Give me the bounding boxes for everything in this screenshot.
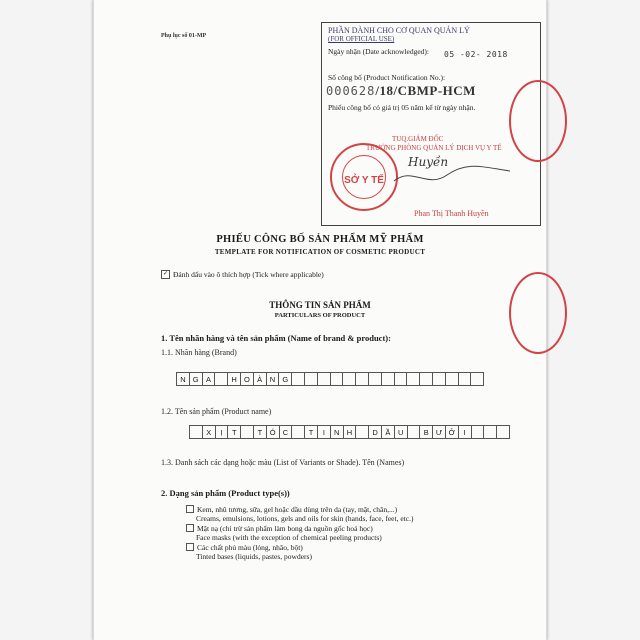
product-name-label: 1.2. Tên sản phẩm (Product name) [161, 407, 272, 416]
checkbox-icon[interactable] [186, 543, 194, 551]
brand-cell: G [278, 372, 292, 386]
product-cell: T [253, 425, 267, 439]
product-cell: D [368, 425, 382, 439]
product-cell [291, 425, 305, 439]
official-subtitle: (FOR OFFICIAL USE) [328, 35, 395, 43]
brand-cell: N [176, 372, 190, 386]
product-cell: I [458, 425, 472, 439]
edge-seal-top-icon [509, 80, 567, 162]
brand-cell [458, 372, 472, 386]
brand-cell [330, 372, 344, 386]
signature: Huyền [408, 155, 449, 169]
brand-cell [470, 372, 484, 386]
checked-box-icon: ✓ [162, 270, 169, 277]
product-cell: B [419, 425, 433, 439]
brand-cell [381, 372, 395, 386]
brand-cell: A [202, 372, 216, 386]
signer-title-2: TRƯỞNG PHÒNG QUẢN LÝ DỊCH VỤ Y TẾ [366, 144, 502, 152]
brand-label: 1.1. Nhãn hàng (Brand) [161, 348, 237, 357]
product-cell: Ở [445, 425, 459, 439]
product-cell [240, 425, 254, 439]
notification-number [326, 83, 476, 99]
section-2-heading: 2. Dạng sản phẩm (Product type(s)) [161, 488, 290, 498]
document-title: PHIẾU CÔNG BỐ SẢN PHẨM MỸ PHẨM [216, 234, 424, 245]
product-cell: I [317, 425, 331, 439]
product-cell [471, 425, 485, 439]
notification-number-label: Số công bố (Product Notification No.): [328, 73, 446, 82]
product-cell: T [227, 425, 241, 439]
product-type-option [186, 524, 382, 542]
official-title: PHẦN DÀNH CHO CƠ QUAN QUẢN LÝ [328, 26, 470, 35]
brand-cell: H [227, 372, 241, 386]
product-cell: X [202, 425, 216, 439]
signer-name: Phan Thị Thanh Huyền [414, 209, 489, 218]
particulars-title-en: PARTICULARS OF PRODUCT [274, 312, 366, 319]
section-1-heading: 1. Tên nhãn hàng và tên sản phẩm (Name of brand & product): [161, 333, 391, 343]
brand-cell [445, 372, 459, 386]
product-type-label-en: Creams, emulsions, lotions, gels and oils for skin (hands, face, feet, etc.) [196, 514, 414, 524]
checkbox-icon[interactable] [186, 505, 194, 513]
signature-stroke-icon [392, 161, 512, 191]
product-type-option [186, 505, 413, 523]
brand-cell [291, 372, 305, 386]
tick-note-text: Đánh dấu vào ô thích hợp (Tick where applicable) [173, 270, 324, 279]
official-use-box [321, 22, 541, 226]
product-cell [355, 425, 369, 439]
document-page [93, 0, 547, 640]
notification-number-suffix: /18/CBMP-HCM [375, 83, 476, 98]
document-title-en: TEMPLATE FOR NOTIFICATION OF COSMETIC PRODUCT [214, 248, 426, 256]
product-type-label-vi: Kem, nhũ tương, sữa, gel hoặc dầu dùng trên da (tay, mặt, chân,...) [197, 505, 398, 514]
product-cell: Ó [266, 425, 280, 439]
product-cell: T [304, 425, 318, 439]
brand-cell [355, 372, 369, 386]
brand-cell: N [266, 372, 280, 386]
product-cell: C [279, 425, 293, 439]
product-cell [189, 425, 203, 439]
brand-cell [394, 372, 408, 386]
checkbox-icon[interactable] [186, 524, 194, 532]
tick-note [161, 270, 324, 280]
product-cell: N [330, 425, 344, 439]
product-name-grid [190, 425, 510, 439]
product-cell: H [343, 425, 357, 439]
variants-label: 1.3. Danh sách các dạng hoặc màu (List of Variants or Shade). Tên (Names) [161, 458, 405, 467]
brand-cell [406, 372, 420, 386]
brand-grid [177, 372, 484, 386]
red-seal-icon [330, 143, 398, 211]
product-cell [483, 425, 497, 439]
date-acknowledged-label: Ngày nhận (Date acknowledged): [328, 47, 430, 56]
appendix-label: Phụ lục số 01-MP [161, 33, 207, 39]
brand-cell [368, 372, 382, 386]
brand-cell [317, 372, 331, 386]
signer-title-1: TUQ.GIÁM ĐỐC [392, 135, 444, 143]
brand-cell [419, 372, 433, 386]
product-type-option [186, 543, 312, 561]
brand-cell [342, 372, 356, 386]
notification-number-stamp: 000628 [326, 84, 376, 98]
validity-note: Phiếu công bố có giá trị 05 năm kể từ ngày nhận. [328, 103, 476, 112]
brand-cell [214, 372, 228, 386]
product-cell: U [394, 425, 408, 439]
product-type-label-en: Tinted bases (liquids, pastes, powders) [196, 552, 312, 562]
particulars-title: THÔNG TIN SẢN PHẨM [269, 300, 371, 310]
product-cell [407, 425, 421, 439]
product-cell: Ị [215, 425, 229, 439]
product-cell: Ầ [381, 425, 395, 439]
brand-cell: À [253, 372, 267, 386]
product-type-label-vi: Mặt nạ (chỉ trừ sản phẩm làm bong da nguồn gốc hoá học) [197, 524, 373, 533]
product-type-label-en: Face masks (with the exception of chemical peeling products) [196, 533, 382, 543]
brand-cell [432, 372, 446, 386]
brand-cell: O [240, 372, 254, 386]
date-acknowledged-value: 05 -02- 2018 [444, 50, 508, 59]
brand-cell: G [189, 372, 203, 386]
product-cell: Ư [432, 425, 446, 439]
brand-cell [304, 372, 318, 386]
product-type-label-vi: Các chất phủ màu (lỏng, nhão, bột) [197, 543, 303, 552]
product-cell [496, 425, 510, 439]
seal-text: SỞ Y TẾ [344, 175, 384, 186]
